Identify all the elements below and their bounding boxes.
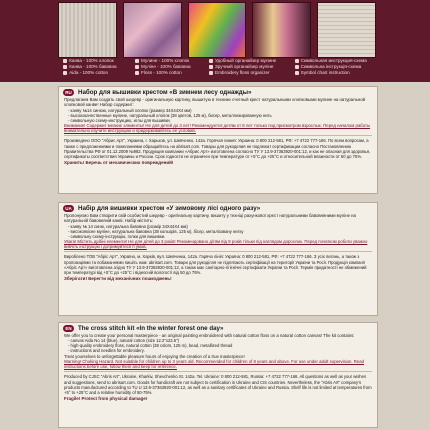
bullet-icon	[209, 71, 213, 75]
colors-thumbnail	[188, 2, 247, 58]
producer-text: Вироблено ТОВ "Абріс Арт", Україна, м. Харків, вул. Шевченка, 142а. Гаряча лінія: Україна: 0 800 212-581, РФ: +7 4722 777-166. З усіх питань, а також з пропозиціями та побажаннями пишіть нам: abrisart.com. Товари для рукоділля не підлягають сертифікації на території України та Росії. Продукція компанії «Абріс Арт» виготовлена згідно ТУ У 13.9-37363920-001:12, а також має санітарно-гігієнічні сертифікати України та Росії. Термін придатності не обмежений при температурі від +5°С до +25°С і відносній вологості від 50 до 75%.	[64, 254, 367, 275]
product-thumbnails	[58, 2, 376, 56]
list-item: - высококачественные мулине, натуральный хлопок (38 цветов, 125 м), бисер, металлизированную нить	[68, 112, 272, 118]
floss-thumbnail	[123, 2, 182, 58]
list-item: - instructions and needles for embroidery.	[68, 348, 145, 354]
kit-title: The cross stitch kit «In the winter forest one day»	[78, 325, 224, 332]
bullet-icon	[63, 71, 67, 75]
divider	[64, 135, 372, 136]
description-russian	[58, 86, 378, 194]
description-ukrainian	[58, 202, 378, 316]
protect-notice: Зберігати! Берегти від механічних пошкоджень!	[64, 275, 172, 281]
feature-column: Удобный органайзер мулине Зручний органайзер муліне Embroidery floss organizer	[209, 58, 276, 75]
bullet-icon	[135, 65, 139, 69]
list-item: - символьну схему-інструкцію, голки для вишивки.	[68, 233, 166, 239]
list-item: - canvas Aida No 14 (blue), natural cotton (size 12.2"x23.6")	[68, 338, 179, 344]
intro-text: We offer you to create your personal masterpiece - an original painting embroidered with natural cotton floss on a natural cotton canvas! The kit contains:	[64, 333, 355, 338]
producer-text: Produced by CJSC "Abris Art", Ukraine, Kharkiv, Shevchenko St. 142a. Tel. Ukraine: 0 800 212-581, Russia: +7 4722 777-166. All questions as well as your wishes and suggestions, send to abrisart.com. Goods for handicraft are not subject to certification in Ukraine and CIS countries. Nevertheless, the "Abris Art" company's products manufactured according to TU U 13.9-37363920-001:12, as well as a sanitary certificates of Ukraine and Russia. Shelf life is not limited at temperatures from +5° to +25°C and a relative humidity of 50-75%.	[64, 374, 372, 395]
warning-text: Warning! Choking Hazard. Not suitable for children up to 3 years old. Recommended for children of 8 years and above. For use under adult supervision. Read instructions before use, follow them and keep for reference.	[64, 358, 365, 370]
ukraine-flag-icon: UA	[63, 205, 74, 212]
feature-column: Мулине - 100% хлопок Муліне - 100% бавовна Floss - 100% cotton	[135, 58, 191, 75]
bullet-icon	[295, 59, 299, 63]
feature-column: Символьная инструкция-схема Символьна інструкція-схема Symbol chart instruction	[295, 58, 367, 75]
bullet-icon	[63, 59, 67, 63]
russia-flag-icon: RU	[63, 89, 74, 96]
warning-text: Увага! Містить дрібні елементи! Не для дітей до 3 років! Рекомендовано дітям від 8 років тільки під наглядом дорослих. Перед початком роботи уважно вивчіть інструкцію і дотримуйтеся її умов.	[64, 238, 368, 250]
description-english	[58, 322, 378, 428]
canvas-thumbnail	[58, 2, 117, 58]
kit-title: Набор для вышивки крестом «В зимнем лесу однажды»	[78, 89, 252, 96]
treat-text: Treat yourselves to unforgettable pleasure hours of enjoying the creation of a true masterpiece!	[64, 353, 245, 359]
product-banner	[0, 0, 430, 82]
bullet-icon	[135, 59, 139, 63]
uk-flag-icon: EN	[63, 325, 74, 332]
list-item: - high-quality embroidery floss, natural cotton (38 colors, 125 m), bead, metallized thread	[68, 343, 233, 349]
organizer-thumbnail	[252, 2, 311, 58]
bullet-icon	[63, 65, 67, 69]
feature-column: Канва - 100% хлопок Канва - 100% бавовна Aida - 100% cotton	[63, 58, 116, 75]
divider	[64, 371, 372, 372]
kit-title: Набір для вишивки хрестом «У зимовому лісі одного разу»	[78, 205, 261, 212]
feature-list	[0, 58, 430, 80]
bullet-icon	[209, 59, 213, 63]
protect-notice: Хранить! Беречь от механических повреждений!	[64, 159, 174, 165]
intro-text: Предлагаем Вам создать свой шедевр - оригинальную картину, вышитую в технике счетный крест натуральными хлопковыми мулине на натуральной хлопковой канве! Набор содержит:	[64, 97, 366, 108]
bullet-icon	[295, 71, 299, 75]
bullet-icon	[209, 65, 213, 69]
bullet-icon	[135, 71, 139, 75]
list-item: - символьную схему-инструкцию, иглы для вышивки.	[68, 117, 171, 123]
warning-text: Внимание! Содержит мелкие элементы! Не для детей до 3 лет! Рекомендуется детям от 8 лет только под присмотром взрослых. Перед началом работы внимательно изучите инструкцию и придерживайтесь ее условий.	[64, 122, 371, 134]
list-item: - високоякісне муліне, натуральна бавовна (38 кольорів, 125 м), бісер, металізовану нитку	[68, 228, 244, 234]
chart-thumbnail	[317, 2, 376, 58]
protect-notice: Fragile! Protect from physical damage!	[64, 395, 148, 401]
divider	[64, 251, 372, 252]
bullet-icon	[295, 65, 299, 69]
list-item: - канву № 14 синю, натуральна бавовна (розмір 34Х44Х4 мм)	[68, 223, 188, 229]
intro-text: Пропонуємо Вам створити свій особистий шедевр - оригінальну картину, вишиту у техніці рахункової хрест натуральними бавовняними муліне на натуральній бавовняній канві. Набір містить:	[64, 213, 356, 224]
list-item: - канву №14 синюю, натуральный хлопок (размер 34Х44Х4 мм)	[68, 107, 192, 113]
producer-text: Произведено ООО "Абрис Арт", Украина, г. Харьков, ул. Шевченко, 142а. Горячая линия: Украина: 0 800 212-581, РФ: +7 4722 777-166. По всем вопросам, а также с предложениями и пожеланиями обращайтесь на abrisart.com. Товары для рукоделия не подлежат сертификации согласно Постановлению Правительства РФ от 01.12.2009 №982. Продукция компании «Абрис Арт» изготовлена согласно ТУ У 13.9-37363920-001:12, и как не опасная для здоровья, сертификаты соответствия Украины и России. Срок годности не ограничен при температуре от +5°С до +25°С и относительной влажности от 50 до 75%.	[64, 138, 371, 159]
